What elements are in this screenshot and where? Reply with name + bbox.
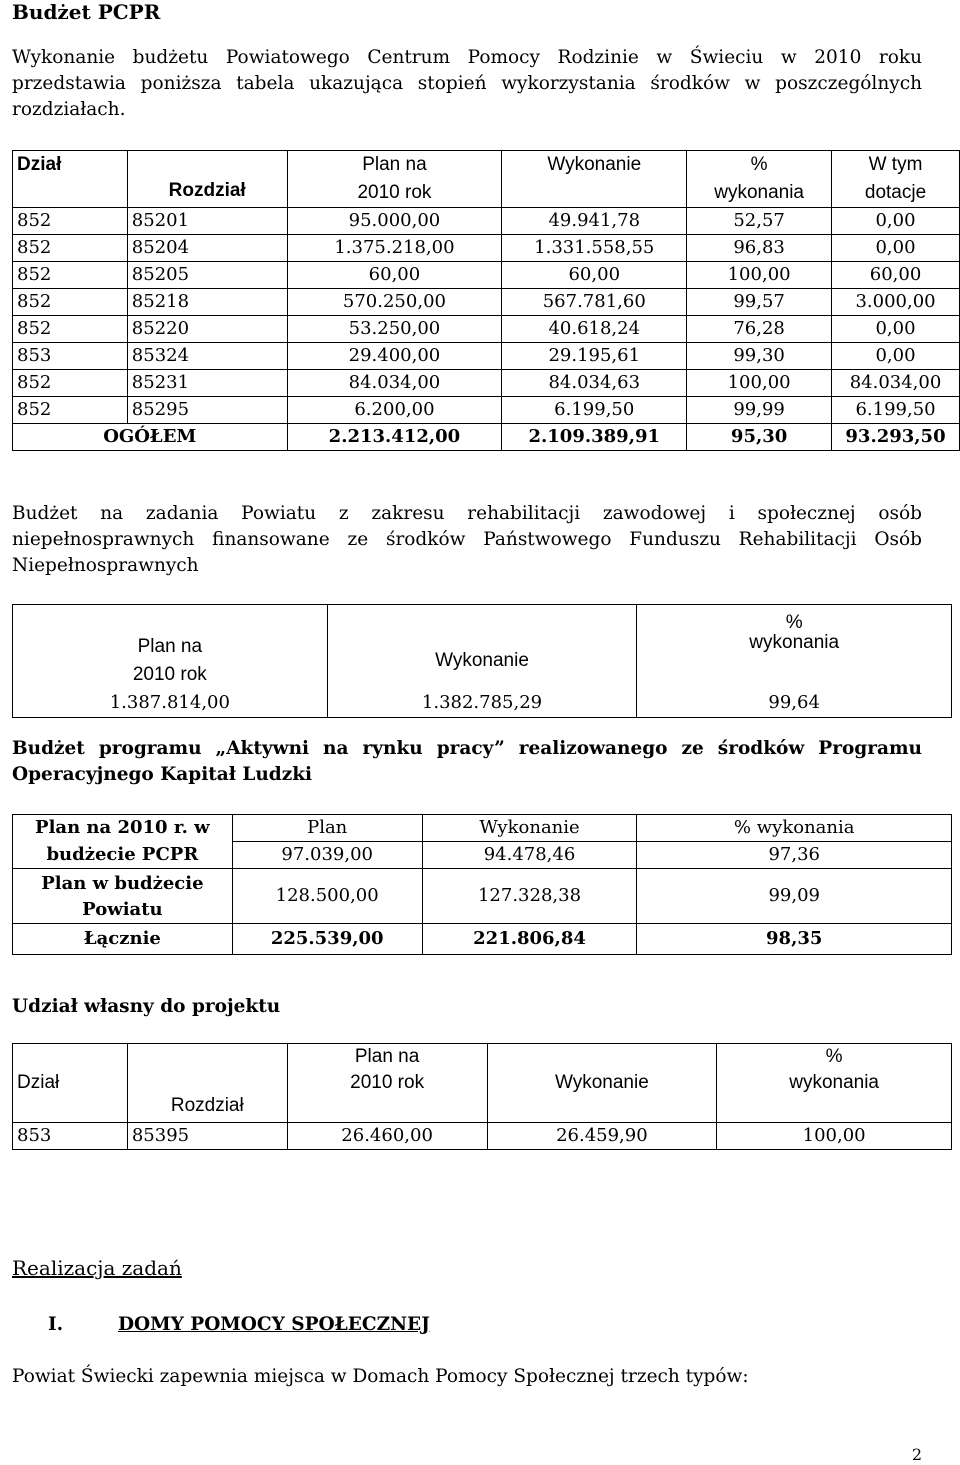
table-row bbox=[13, 343, 960, 370]
intro-paragraph: Wykonanie budżetu Powiatowego Centrum Pomocy Rodzinie w Świeciu w 2010 roku przedstawia poniższa tabela ukazująca stopień wykorzystania środków w poszczególnych rozdziałach. bbox=[12, 47, 922, 120]
cell-dotacje: 0,00 bbox=[832, 208, 960, 235]
total-plan: 2.213.412,00 bbox=[287, 424, 502, 451]
cell-dotacje: 0,00 bbox=[832, 343, 960, 370]
total-pct: 95,30 bbox=[687, 424, 832, 451]
cell-pct: 99,57 bbox=[687, 289, 832, 316]
header-plan-b: 2010 rok bbox=[287, 179, 502, 208]
t4-header-rozdzial: Rozdział bbox=[127, 1096, 287, 1123]
cell-rozdzial: 85204 bbox=[127, 235, 287, 262]
t3-total-label: Łącznie bbox=[13, 924, 233, 955]
total-wykonanie: 2.109.389,91 bbox=[502, 424, 687, 451]
cell-dotacje: 84.034,00 bbox=[832, 370, 960, 397]
t3-row1-wykonanie: 94.478,46 bbox=[422, 842, 637, 869]
cell-pct: 76,28 bbox=[687, 316, 832, 343]
t2-header-pct-a: % bbox=[637, 605, 952, 634]
cell-wykonanie: 40.618,24 bbox=[502, 316, 687, 343]
header-pct-b: wykonania bbox=[687, 179, 832, 208]
cell-dzial: 852 bbox=[13, 262, 128, 289]
t2-header-plan-b: 2010 rok bbox=[13, 661, 328, 689]
table-row bbox=[13, 289, 960, 316]
cell-rozdzial: 85205 bbox=[127, 262, 287, 289]
t4-rozdzial: 85395 bbox=[127, 1123, 287, 1150]
t3-row2-wykonanie: 127.328,38 bbox=[422, 869, 637, 924]
program-table bbox=[12, 814, 952, 955]
cell-plan: 84.034,00 bbox=[287, 370, 502, 397]
cell-dzial: 852 bbox=[13, 208, 128, 235]
t2-wykonanie: 1.382.785,29 bbox=[327, 689, 637, 718]
cell-wykonanie: 6.199,50 bbox=[502, 397, 687, 424]
t3-header-pct: % wykonania bbox=[637, 815, 952, 842]
t3-header-plan: Plan bbox=[232, 815, 422, 842]
t3-row2-pct: 99,09 bbox=[637, 869, 952, 924]
subsection-heading bbox=[48, 1314, 430, 1335]
t4-wykonanie: 26.459,90 bbox=[487, 1123, 717, 1150]
t4-header-plan-b: 2010 rok bbox=[287, 1070, 487, 1096]
t4-header-wykonanie: Wykonanie bbox=[487, 1070, 717, 1096]
table-row bbox=[13, 370, 960, 397]
cell-wykonanie: 84.034,63 bbox=[502, 370, 687, 397]
pfron-paragraph: Budżet na zadania Powiatu z zakresu rehabilitacji zawodowej i społecznej osób niepełnosprawnych finansowane ze środków Państwowego Funduszu Rehabilitacji Osób Niepełnosprawnych bbox=[12, 503, 922, 576]
closing-paragraph: Powiat Świecki zapewnia miejsca w Domach Pomocy Społecznej trzech typów: bbox=[12, 1366, 749, 1387]
cell-rozdzial: 85201 bbox=[127, 208, 287, 235]
t3-header-wykonanie: Wykonanie bbox=[422, 815, 637, 842]
cell-plan: 29.400,00 bbox=[287, 343, 502, 370]
page-number: 2 bbox=[911, 1445, 922, 1464]
cell-dotacje: 6.199,50 bbox=[832, 397, 960, 424]
own-share-heading: Udział własny do projektu bbox=[12, 996, 281, 1017]
cell-rozdzial: 85220 bbox=[127, 316, 287, 343]
page-title: Budżet PCPR bbox=[12, 0, 161, 24]
cell-plan: 95.000,00 bbox=[287, 208, 502, 235]
t3-row2-plan: 128.500,00 bbox=[232, 869, 422, 924]
t4-dzial: 853 bbox=[13, 1123, 128, 1150]
cell-plan: 1.375.218,00 bbox=[287, 235, 502, 262]
cell-plan: 53.250,00 bbox=[287, 316, 502, 343]
t2-header-wykonanie: Wykonanie bbox=[327, 633, 637, 689]
t2-pct: 99,64 bbox=[637, 689, 952, 718]
cell-pct: 96,83 bbox=[687, 235, 832, 262]
t3-total-plan: 225.539,00 bbox=[232, 924, 422, 955]
cell-dotacje: 0,00 bbox=[832, 235, 960, 262]
t4-pct: 100,00 bbox=[717, 1123, 952, 1150]
t3-row1-label-a: Plan na 2010 r. w bbox=[13, 815, 233, 842]
cell-pct: 52,57 bbox=[687, 208, 832, 235]
own-share-table bbox=[12, 1043, 952, 1150]
cell-dzial: 852 bbox=[13, 289, 128, 316]
subsection-number: I. bbox=[48, 1314, 64, 1335]
header-dot-a: W tym bbox=[832, 151, 960, 180]
t4-plan: 26.460,00 bbox=[287, 1123, 487, 1150]
cell-rozdzial: 85295 bbox=[127, 397, 287, 424]
t3-row1-label-b: budżecie PCPR bbox=[13, 842, 233, 869]
cell-rozdzial: 85324 bbox=[127, 343, 287, 370]
cell-dzial: 852 bbox=[13, 316, 128, 343]
header-dot-b: dotacje bbox=[832, 179, 960, 208]
subsection-title: DOMY POMOCY SPOŁECZNEJ bbox=[118, 1314, 430, 1335]
section-heading: Realizacja zadań bbox=[12, 1256, 182, 1280]
t4-header-pct-a: % bbox=[717, 1044, 952, 1071]
t4-header-pct-b: wykonania bbox=[717, 1070, 952, 1096]
cell-wykonanie: 49.941,78 bbox=[502, 208, 687, 235]
header-dzial: Dział bbox=[13, 151, 128, 180]
cell-pct: 99,99 bbox=[687, 397, 832, 424]
cell-plan: 6.200,00 bbox=[287, 397, 502, 424]
t2-header-pct-b: wykonania bbox=[637, 633, 952, 689]
cell-dotacje: 60,00 bbox=[832, 262, 960, 289]
cell-rozdzial: 85218 bbox=[127, 289, 287, 316]
total-label: OGÓŁEM bbox=[13, 424, 288, 451]
cell-plan: 570.250,00 bbox=[287, 289, 502, 316]
table-row bbox=[13, 397, 960, 424]
pfron-table bbox=[12, 604, 952, 718]
cell-pct: 100,00 bbox=[687, 370, 832, 397]
header-pct-a: % bbox=[687, 151, 832, 180]
total-dotacje: 93.293,50 bbox=[832, 424, 960, 451]
budget-table bbox=[12, 150, 960, 451]
t3-total-pct: 98,35 bbox=[637, 924, 952, 955]
header-rozdzial: Rozdział bbox=[127, 151, 287, 208]
cell-wykonanie: 567.781,60 bbox=[502, 289, 687, 316]
t4-header-dzial: Dział bbox=[13, 1070, 128, 1096]
program-paragraph: Budżet programu „Aktywni na rynku pracy” realizowanego ze środków Programu Operacyjnego Kapitał Ludzki bbox=[12, 738, 922, 785]
cell-dzial: 852 bbox=[13, 370, 128, 397]
table-row bbox=[13, 262, 960, 289]
t2-header-plan-a: Plan na bbox=[13, 633, 328, 661]
cell-pct: 99,30 bbox=[687, 343, 832, 370]
header-plan-a: Plan na bbox=[287, 151, 502, 180]
table-row bbox=[13, 316, 960, 343]
t3-row2-label-a: Plan w budżecie bbox=[13, 869, 233, 898]
cell-rozdzial: 85231 bbox=[127, 370, 287, 397]
cell-dotacje: 3.000,00 bbox=[832, 289, 960, 316]
t3-row1-plan: 97.039,00 bbox=[232, 842, 422, 869]
cell-plan: 60,00 bbox=[287, 262, 502, 289]
cell-dotacje: 0,00 bbox=[832, 316, 960, 343]
cell-dzial: 852 bbox=[13, 397, 128, 424]
t2-plan: 1.387.814,00 bbox=[13, 689, 328, 718]
cell-dzial: 852 bbox=[13, 235, 128, 262]
header-wykonanie: Wykonanie bbox=[502, 151, 687, 180]
table-row bbox=[13, 235, 960, 262]
t3-row2-label-b: Powiatu bbox=[13, 897, 233, 924]
cell-wykonanie: 29.195,61 bbox=[502, 343, 687, 370]
t4-header-plan-a: Plan na bbox=[287, 1044, 487, 1071]
cell-dzial: 853 bbox=[13, 343, 128, 370]
cell-wykonanie: 60,00 bbox=[502, 262, 687, 289]
cell-wykonanie: 1.331.558,55 bbox=[502, 235, 687, 262]
t3-row1-pct: 97,36 bbox=[637, 842, 952, 869]
t3-total-wykonanie: 221.806,84 bbox=[422, 924, 637, 955]
table-row bbox=[13, 208, 960, 235]
cell-pct: 100,00 bbox=[687, 262, 832, 289]
